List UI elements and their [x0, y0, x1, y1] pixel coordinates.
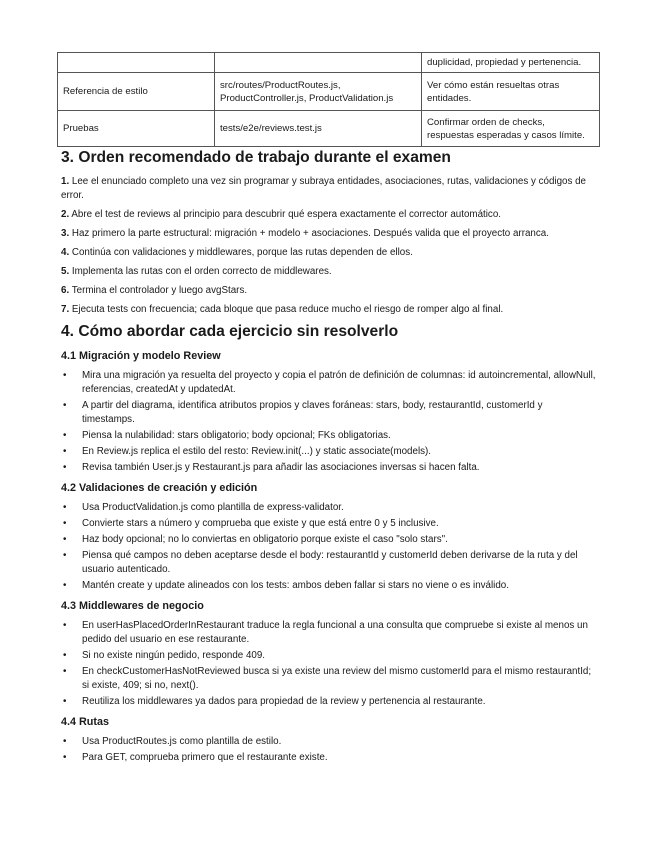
- bullet-icon: •: [63, 752, 67, 763]
- list-item: • Para GET, comprueba primero que el restaurante existe.: [63, 752, 328, 763]
- bullet-icon: •: [63, 696, 67, 707]
- step-item: 7. Ejecuta tests con frecuencia; cada bloque que pasa reduce mucho el riesgo de romper algo al final.: [61, 304, 504, 315]
- subsection-heading: 4.4 Rutas: [61, 716, 110, 728]
- list-item: • Revisa también User.js y Restaurant.js para añadir las asociaciones inversas si hacen falta.: [63, 462, 480, 473]
- table-cell: Ver cómo están resueltas otras entidades.: [422, 73, 600, 111]
- step-item: 6. Termina el controlador y luego avgStars.: [61, 285, 248, 296]
- subsection-heading: 4.3 Middlewares de negocio: [61, 600, 204, 612]
- bullet-icon: •: [63, 650, 67, 661]
- bullet-list: [61, 619, 596, 709]
- bullet-icon: •: [63, 502, 67, 513]
- list-item: • En checkCustomerHasNotReviewed busca si ya existe una review del mismo customerId para el mismo restaurantId; si existe, 409; si no, next().: [63, 666, 592, 691]
- bullet-icon: •: [63, 666, 67, 677]
- table-cell: [58, 53, 215, 73]
- list-item: • Reutiliza los middlewares ya dados para propiedad de la review y pertenencia al restaurante.: [63, 696, 486, 707]
- list-item: • En userHasPlacedOrderInRestaurant traduce la regla funcional a una consulta que compruebe si existe al menos un pedido del usuario en ese restaurante.: [63, 620, 588, 645]
- step-item: 4. Continúa con validaciones y middlewares, porque las rutas dependen de ellos.: [61, 247, 413, 258]
- bullet-icon: •: [63, 430, 67, 441]
- bullet-icon: •: [63, 462, 67, 473]
- table-cell: [215, 53, 422, 73]
- step-item: 1. Lee el enunciado completo una vez sin programar y subraya entidades, asociaciones, rutas, validaciones y códigos de error.: [61, 176, 586, 201]
- step-item: 2. Abre el test de reviews al principio para descubrir qué espera exactamente el corrector automático.: [61, 209, 502, 220]
- list-item: • Mantén create y update alineados con los tests: ambos deben fallar si stars no viene o es inválido.: [63, 580, 509, 591]
- bullet-icon: •: [63, 400, 67, 411]
- table-cell: Confirmar orden de checks, respuestas esperadas y casos límite.: [422, 111, 600, 147]
- list-item: • Si no existe ningún pedido, responde 409.: [63, 650, 266, 661]
- bullet-list: [61, 735, 596, 765]
- section-4-heading: 4. Cómo abordar cada ejercicio sin resolverlo: [61, 323, 399, 340]
- list-item: • Usa ProductRoutes.js como plantilla de estilo.: [63, 736, 282, 747]
- table-cell: duplicidad, propiedad y pertenencia.: [422, 53, 600, 73]
- list-item: • A partir del diagrama, identifica atributos propios y claves foráneas: stars, body, restaurantId, customerId y timestamps.: [63, 400, 543, 425]
- step-item: 5. Implementa las rutas con el orden correcto de middlewares.: [61, 266, 332, 277]
- step-item: 3. Haz primero la parte estructural: migración + modelo + asociaciones. Después valida que el proyecto arranca.: [61, 228, 549, 239]
- table-cell: Referencia de estilo: [58, 73, 215, 111]
- table-cell: tests/e2e/reviews.test.js: [215, 111, 422, 147]
- reference-table: [57, 52, 600, 147]
- bullet-icon: •: [63, 446, 67, 457]
- steps-list: [61, 175, 596, 317]
- bullet-icon: •: [63, 518, 67, 529]
- table-row: [58, 73, 600, 111]
- bullet-icon: •: [63, 580, 67, 591]
- list-item: • Piensa la nulabilidad: stars obligatorio; body opcional; FKs obligatorias.: [63, 430, 391, 441]
- document-body: [61, 148, 596, 771]
- bullet-icon: •: [63, 534, 67, 545]
- table-cell: src/routes/ProductRoutes.js, ProductController.js, ProductValidation.js: [215, 73, 422, 111]
- subsection-heading: 4.2 Validaciones de creación y edición: [61, 482, 258, 494]
- table-cell: Pruebas: [58, 111, 215, 147]
- bullet-icon: •: [63, 370, 67, 381]
- list-item: • Mira una migración ya resuelta del proyecto y copia el patrón de definición de columnas: id autoincremental, allowNull, referencias, createdAt y updatedAt.: [63, 370, 596, 395]
- list-item: • En Review.js replica el estilo del resto: Review.init(...) y static associate(models).: [63, 446, 432, 457]
- bullet-icon: •: [63, 736, 67, 747]
- subsection-heading: 4.1 Migración y modelo Review: [61, 350, 221, 362]
- bullet-list: [61, 369, 596, 475]
- list-item: • Usa ProductValidation.js como plantilla de express-validator.: [63, 502, 344, 513]
- table-row: [58, 111, 600, 147]
- list-item: • Piensa qué campos no deben aceptarse desde el body: restaurantId y customerId deben derivarse de la ruta y del usuario autenticado.: [63, 550, 578, 575]
- list-item: • Convierte stars a número y comprueba que existe y que está entre 0 y 5 inclusive.: [63, 518, 439, 529]
- table-row: [58, 53, 600, 73]
- bullet-icon: •: [63, 550, 67, 561]
- bullet-list: [61, 501, 596, 593]
- section-3-heading: 3. Orden recomendado de trabajo durante el examen: [61, 149, 451, 166]
- bullet-icon: •: [63, 620, 67, 631]
- list-item: • Haz body opcional; no lo conviertas en obligatorio porque existe el caso "solo stars".: [63, 534, 448, 545]
